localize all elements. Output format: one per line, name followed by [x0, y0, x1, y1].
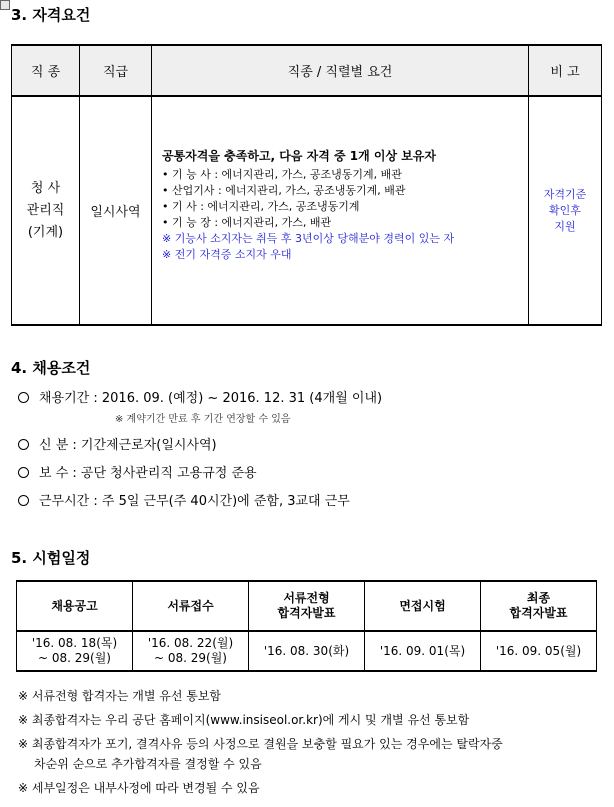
job-type-cell: [12, 96, 80, 325]
circle-bullet-icon: [18, 392, 29, 403]
date-text: '16. 08. 18(목): [31, 636, 118, 650]
header-job-type: 직 종: [12, 45, 80, 96]
remark-line: 자격기준: [543, 187, 587, 201]
header-announcement: [17, 581, 133, 631]
header-application: [133, 581, 249, 631]
condition-value: : 공단 청사관리직 고용규정 준용: [72, 466, 257, 481]
date-text: ~ 08. 29(월): [38, 651, 111, 665]
interview-date: [365, 631, 481, 671]
requirement-item: • 기 사 : 에너지관리, 가스, 공조냉동기계: [162, 200, 360, 213]
schedule-note: ※ 서류전형 합격자는 개별 유선 통보함: [18, 689, 222, 703]
application-date: [133, 631, 249, 671]
requirement-note: ※ 기능사 소지자는 취득 후 3년이상 당해분야 경력이 있는 자: [162, 232, 455, 245]
header-interview: [365, 581, 481, 631]
grade-cell: 일시사역: [80, 96, 152, 325]
date-text: '16. 08. 30(화): [263, 643, 350, 658]
circle-bullet-icon: [18, 467, 29, 478]
schedule-note: ※ 세부일정은 내부사정에 따라 변경될 수 있음: [18, 781, 260, 795]
condition-label: 신 분: [39, 438, 69, 453]
header-grade: 직급: [80, 45, 152, 96]
header-text: 합격자발표: [277, 606, 336, 620]
job-type-line: (기계): [27, 224, 64, 240]
condition-value: : 2016. 09. (예정) ~ 2016. 12. 31 (4개월 이내): [93, 391, 383, 406]
schedule-note-continued: 차순위 순으로 추가합격자를 결정할 수 있음: [34, 757, 262, 771]
corner-marker: [0, 0, 10, 10]
schedule-table: [16, 580, 597, 672]
requirements-lead: 공통자격을 충족하고, 다음 자격 중 1개 이상 보유자: [162, 149, 436, 163]
header-text: 채용공고: [51, 598, 98, 613]
announcement-date: [17, 631, 133, 671]
header-final-result: [481, 581, 597, 631]
date-text: '16. 08. 22(월): [147, 636, 234, 650]
section-4-title: 4. 채용조건: [11, 359, 91, 377]
condition-row: [18, 387, 382, 406]
requirement-note: ※ 전기 자격증 소지자 우대: [162, 248, 292, 261]
schedule-note: ※ 최종합격자는 우리 공단 홈페이지(www.insiseol.or.kr)에 게시 및 개별 유선 통보함: [18, 713, 470, 727]
header-text: 서류접수: [167, 598, 214, 613]
document-result-date: [249, 631, 365, 671]
remark-line: 확인후: [549, 203, 581, 217]
job-type-line: 청 사: [30, 180, 61, 196]
qualification-table: [11, 44, 602, 326]
header-text: 면접시험: [399, 598, 446, 613]
requirement-item: • 산업기사 : 에너지관리, 가스, 공조냉동기계, 배관: [162, 184, 406, 197]
condition-value: : 주 5일 근무(주 40시간)에 준함, 3교대 근무: [93, 494, 350, 509]
remark-line: 지원: [554, 219, 576, 233]
job-type-line: 관리직: [26, 202, 65, 218]
condition-row: [18, 434, 217, 453]
header-text: 합격자발표: [509, 606, 568, 620]
condition-label: 보 수: [39, 466, 69, 481]
schedule-note: ※ 최종합격자가 포기, 결격사유 등의 사정으로 결원을 보충할 필요가 있는 경우에는 탈락자중: [18, 737, 503, 751]
header-requirements: 직종 / 직렬별 요건: [152, 45, 529, 96]
header-text: 최종: [526, 591, 551, 605]
date-text: '16. 09. 05(월): [495, 643, 582, 658]
header-remarks: 비 고: [529, 45, 602, 96]
requirements-cell: [152, 96, 529, 325]
condition-label: 채용기간: [39, 391, 90, 406]
condition-label: 근무시간: [39, 494, 90, 509]
circle-bullet-icon: [18, 495, 29, 506]
date-text: ~ 08. 29(월): [154, 651, 227, 665]
date-text: '16. 09. 01(목): [379, 643, 466, 658]
header-document-result: [249, 581, 365, 631]
condition-value: : 기간제근로자(일시사역): [72, 438, 217, 453]
header-text: 서류전형: [283, 591, 330, 605]
requirement-item: • 기 능 장 : 에너지관리, 가스, 배관: [162, 216, 332, 229]
section-3-title: 3. 자격요건: [11, 6, 91, 24]
condition-row: [18, 462, 257, 481]
condition-row: [18, 490, 350, 509]
requirement-item: • 기 능 사 : 에너지관리, 가스, 공조냉동기계, 배관: [162, 168, 402, 181]
circle-bullet-icon: [18, 439, 29, 450]
section-5-title: 5. 시험일정: [11, 549, 91, 567]
contract-sub-note: ※ 계약기간 만료 후 기간 연장할 수 있음: [115, 414, 291, 425]
final-result-date: [481, 631, 597, 671]
remarks-cell: [529, 96, 602, 325]
